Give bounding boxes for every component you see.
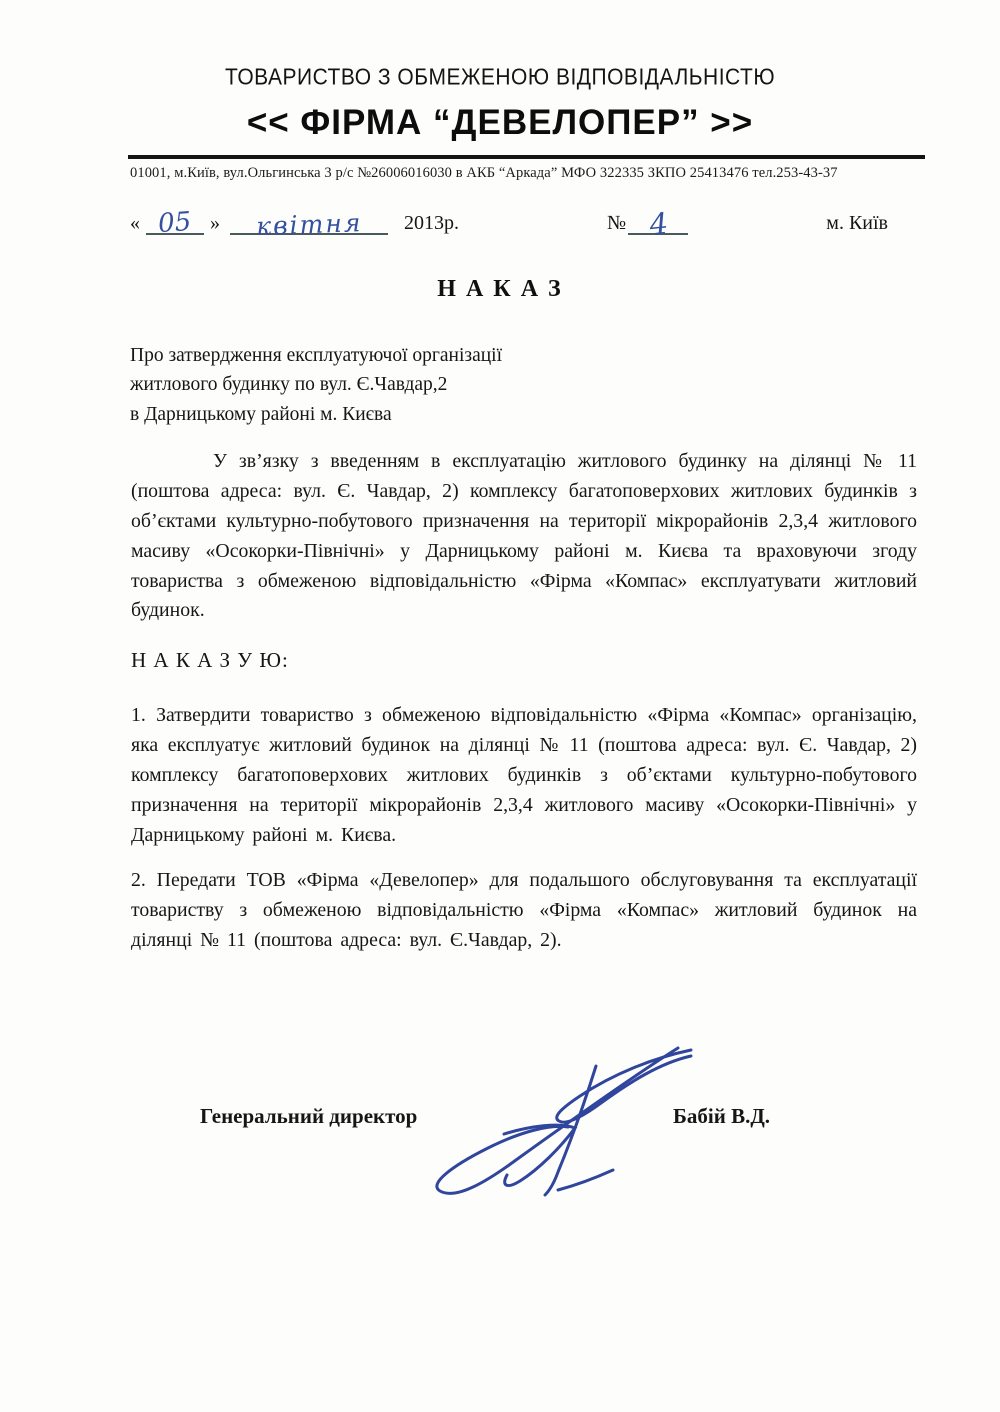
order-subject	[130, 341, 690, 429]
subject-line: в Дарницькому районі м. Києва	[130, 403, 392, 425]
order-item-1: 1. Затвердити товариство з обмеженою відповідальністю «Фірма «Компас» організацію, яка експлуатує житловий будинок на ділянці № 11 (поштова адреса: вул. Є. Чавдар, 2) комплексу багатоповерхових житлових будинків з об’єктами культурно-побутового призначення на території мікрорайонів 2,3,4 житлового масиву «Осокорки-Північні» у Дарницькому районі м. Києва.	[131, 704, 917, 846]
subject-line: житлового будинку по вул. Є.Чавдар,2	[130, 374, 448, 396]
date-day-blank	[146, 206, 204, 240]
date-day-handwritten: 05	[157, 206, 193, 240]
signatory-name: Бабій В.Д.	[673, 1104, 771, 1128]
date-quote-close: »	[210, 212, 220, 234]
company-requisites: 01001, м.Київ, вул.Ольгинська 3 р/с №26006016030 в АКБ “Аркада” МФО 322335 ЗКПО 25413476 тел.253-43-37	[130, 165, 838, 181]
subject-line: Про затвердження експлуатуючої організації	[130, 345, 503, 366]
letterhead-rule	[128, 155, 925, 159]
signatory-position: Генеральний директор	[200, 1104, 418, 1128]
date-month-handwritten: квітня	[255, 208, 363, 241]
order-number-blank	[628, 204, 688, 242]
order-item-2: 2. Передати ТОВ «Фірма «Девелопер» для подальшого обслуговування та експлуатації товариству з обмеженою відповідальністю «Фірма «Компас» житловий будинок на ділянці № 11 (поштова адреса: вул. Є.Чавдар, 2).	[131, 869, 917, 951]
order-number-handwritten: 4	[647, 206, 670, 242]
resolve-heading: Н А К А З У Ю:	[131, 648, 289, 672]
dateline	[130, 204, 916, 242]
order-preamble: У зв’язку з введенням в експлуатацію житлового будинку на ділянці № 11 (поштова адреса: вул. Є. Чавдар, 2) комплексу багатоповерхових житлових будинків з об’єктами культурно-побутового призначення на території мікрорайонів 2,3,4 житлового масиву «Осокорки-Північні» у Дарницькому районі м. Києва та враховуючи згоду товариства з обмеженою відповідальністю «Фірма «Компас» експлуатувати житловий будинок.	[131, 450, 917, 622]
date-year: 2013р.	[404, 212, 459, 234]
order-number-label: №	[607, 212, 627, 234]
order-title: Н А К А З	[437, 276, 563, 302]
company-name: << ФІРМА “ДЕВЕЛОПЕР” >>	[246, 103, 754, 142]
org-type-line: ТОВАРИСТВО З ОБМЕЖЕНОЮ ВІДПОВІДАЛЬНІСТЮ	[224, 65, 776, 90]
date-month-blank	[230, 208, 388, 241]
date-quote-open: «	[130, 212, 140, 234]
city-label: м. Київ	[826, 212, 888, 234]
signature-ink	[408, 1038, 698, 1203]
